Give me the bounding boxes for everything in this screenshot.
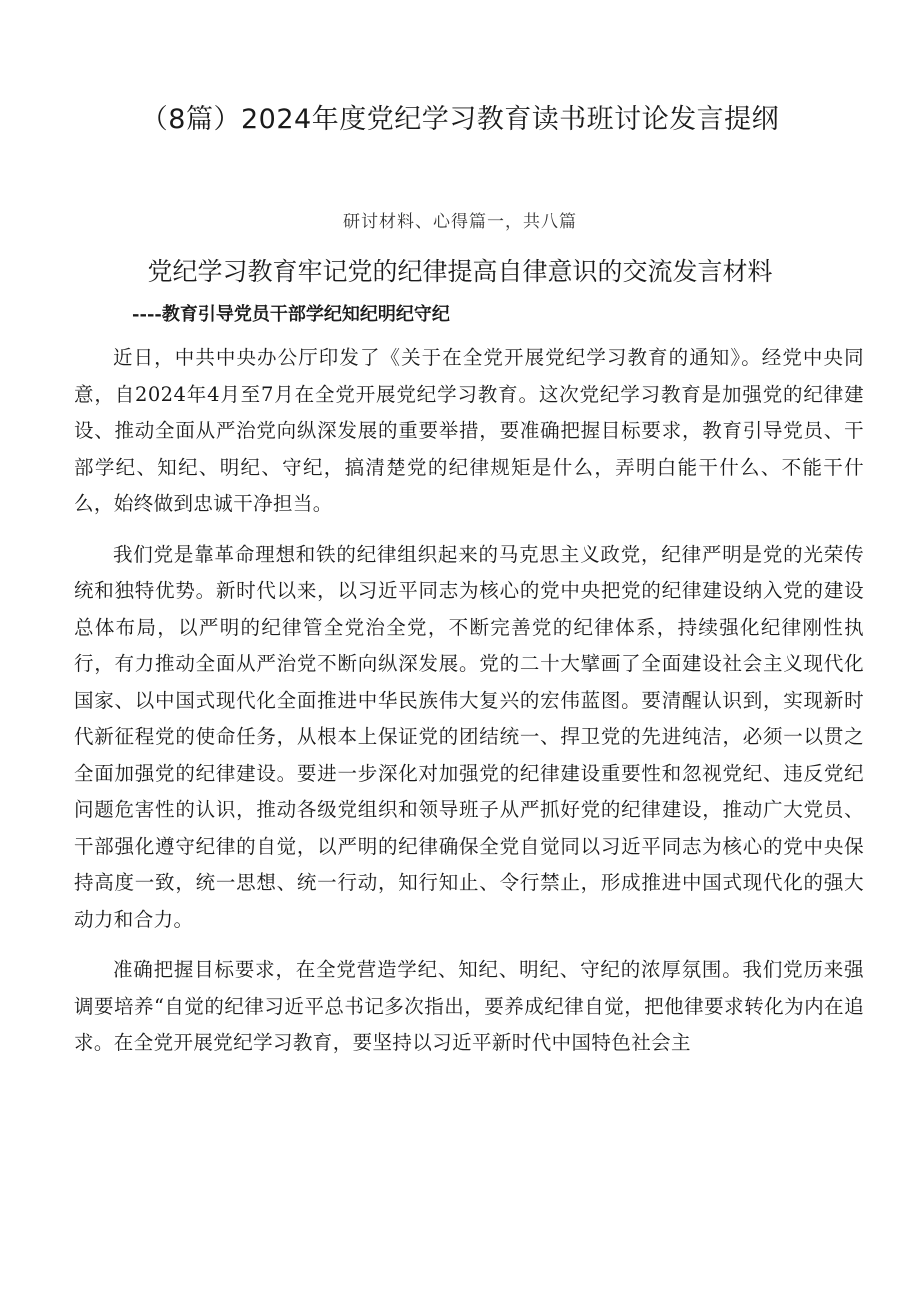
article-body <box>74 340 864 1076</box>
document-title: （8篇）2024年度党纪学习教育读书班讨论发言提纲 <box>140 104 780 135</box>
body-paragraph-2: 我们党是靠革命理想和铁的纪律组织起来的马克思主义政党，纪律严明是党的光荣传统和独特优势。新时代以来，以习近平同志为核心的党中央把党的纪律建设纳入党的建设总体布局，以严明的纪律管全党治全党，不断完善党的纪律体系，持续强化纪律刚性执行，有力推动全面从严治党不断向纵深发展。党的二十大擘画了全面建设社会主义现代化国家、以中国式现代化全面推进中华民族伟大复兴的宏伟蓝图。要清醒认识到，实现新时代新征程党的使命任务，从根本上保证党的团结统一、捍卫党的先进纯洁，必须一以贯之全面加强党的纪律建设。要进一步深化对加强党的纪律建设重要性和忽视党纪、违反党纪问题危害性的认识，推动各级党组织和领导班子从严抓好党的纪律建设，推动广大党员、干部强化遵守纪律的自觉，以严明的纪律确保全党自觉同以习近平同志为核心的党中央保持高度一致，统一思想、统一行动，知行知止、令行禁止，形成推进中国式现代化的强大动力和合力。 <box>74 542 864 931</box>
article-title: 党纪学习教育牢记党的纪律提高自律意识的交流发言材料 <box>147 257 773 286</box>
series-label: 研讨材料、心得篇一，共八篇 <box>343 212 577 232</box>
article-subtitle: ----教育引导党员干部学纪知纪明纪守纪 <box>132 304 450 325</box>
body-paragraph-3: 准确把握目标要求，在全党营造学纪、知纪、明纪、守纪的浓厚氛围。我们党历来强调要培养“自觉的纪律习近平总书记多次指出，要养成纪律自觉，把他律要求转化为内在追求。在全党开展党纪学习教育，要坚持以习近平新时代中国特色社会主 <box>74 958 864 1054</box>
body-paragraph-1: 近日，中共中央办公厅印发了《关于在全党开展党纪学习教育的通知》。经党中央同意，自2024年4月至7月在全党开展党纪学习教育。这次党纪学习教育是加强党的纪律建设、推动全面从严治党向纵深发展的重要举措，要准确把握目标要求，教育引导党员、干部学纪、知纪、明纪、守纪，搞清楚党的纪律规矩是什么，弄明白能干什么、不能干什么，始终做到忠诚干净担当。 <box>74 346 864 515</box>
